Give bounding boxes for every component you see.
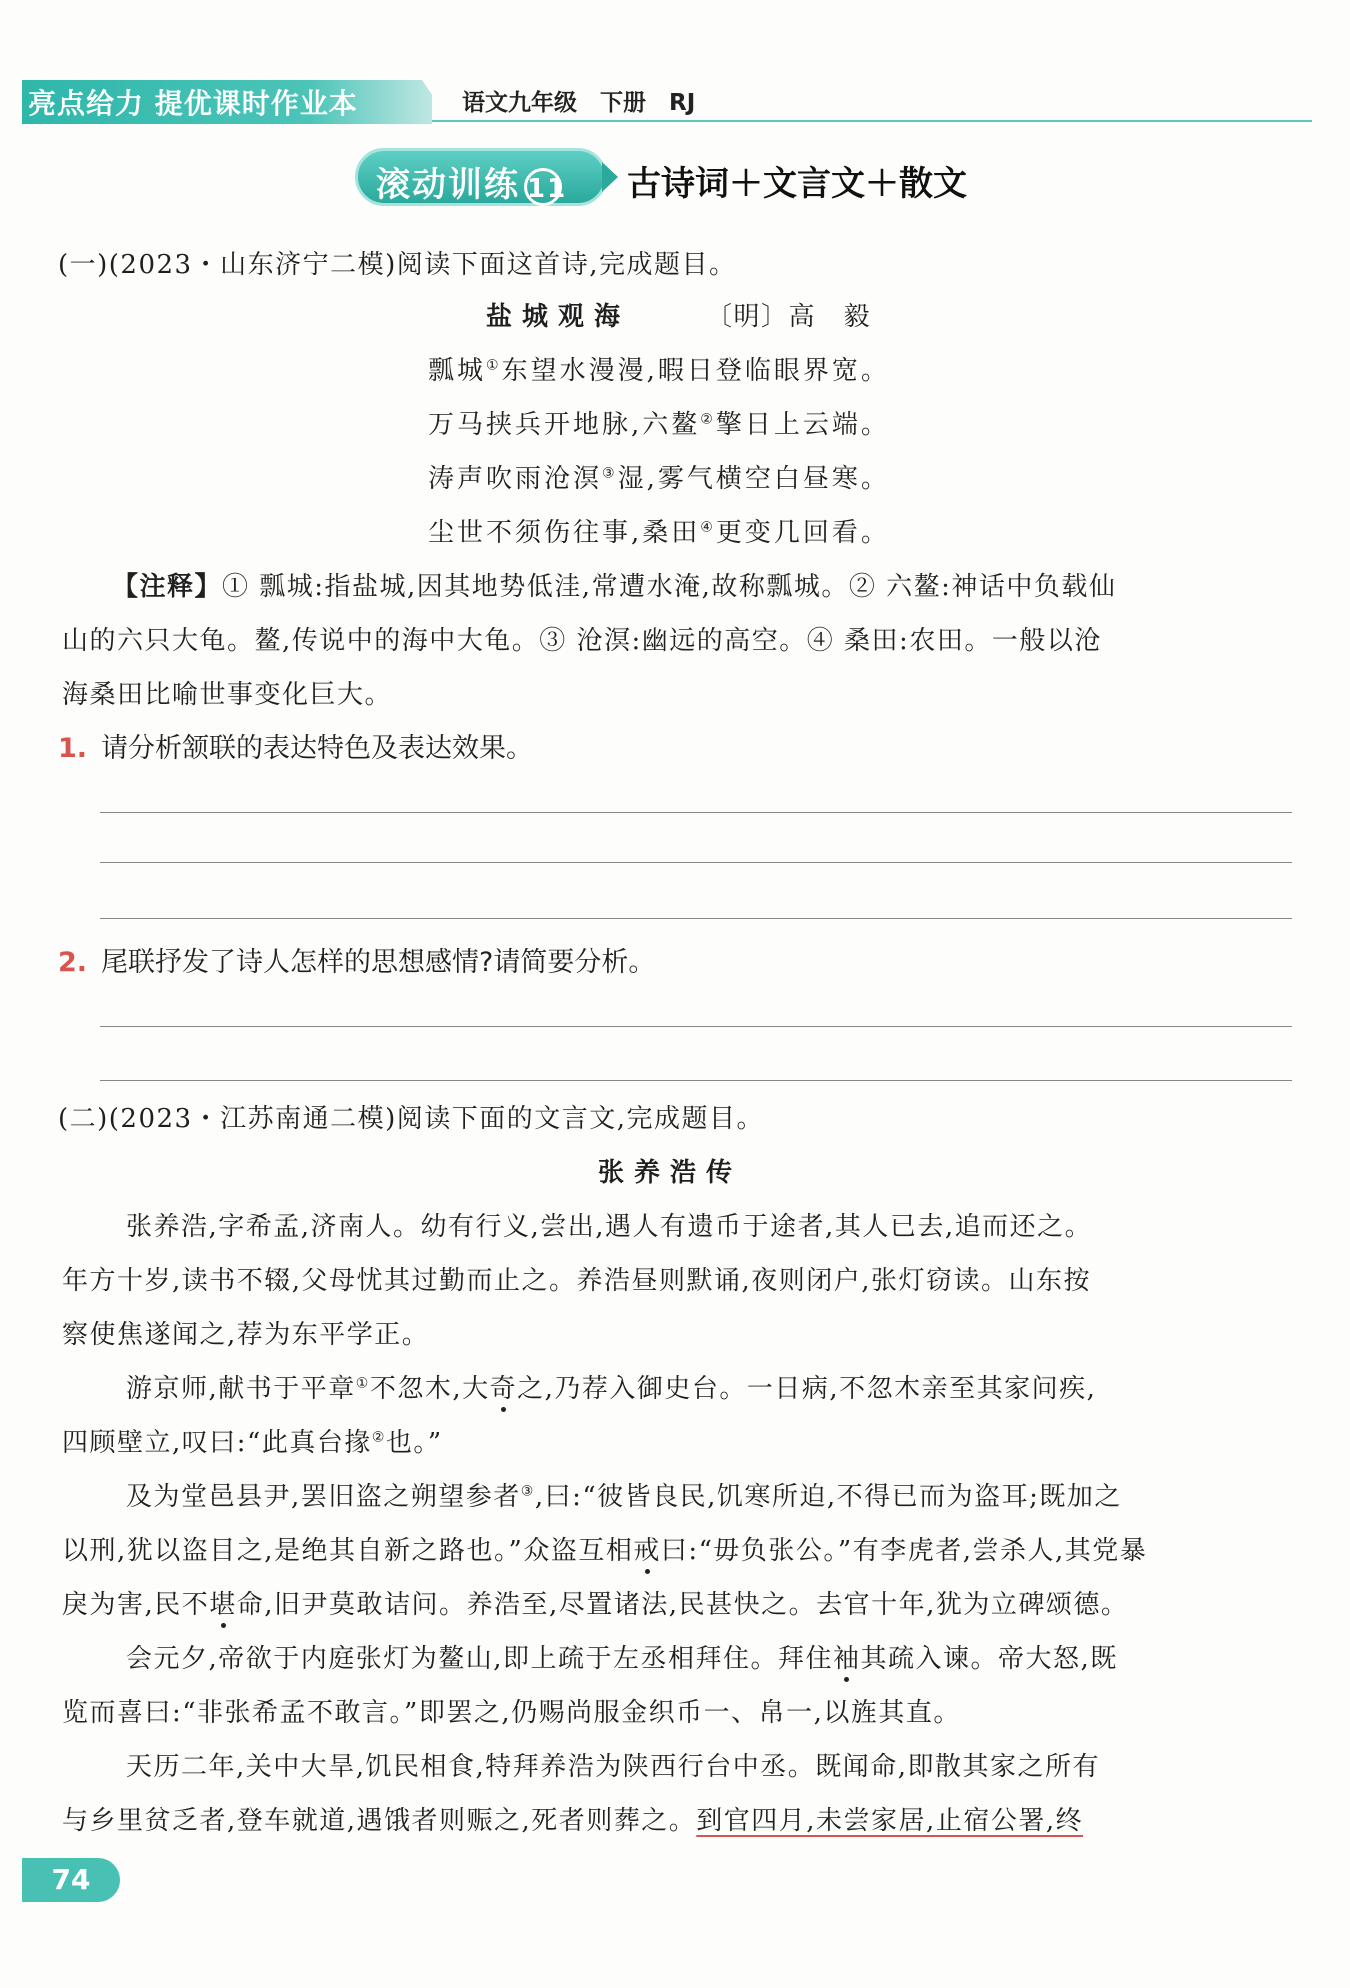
passage-line: 年方十岁,读书不辍,父母忧其过勤而止之。养浩昼则默诵,夜则闭户,张灯窃读。山东按 <box>62 1266 1092 1296</box>
notes-line: 山的六只大龟。鳌,传说中的海中大龟。③ 沧溟:幽远的高空。④ 桑田:农田。一般以沧 <box>62 626 1102 656</box>
passage-line: 天历二年,关中大旱,饥民相食,特拜养浩为陕西行台中丞。既闻命,即散其家之所有 <box>126 1752 1101 1782</box>
poem-title: 盐城观海 <box>486 302 631 332</box>
passage-title: 张养浩传 <box>598 1158 743 1188</box>
passage-line: 会元夕,帝欲于内庭张灯为鳌山,即上疏于左丞相拜住。拜住袖其疏入谏。帝大怒,既 <box>126 1644 1118 1674</box>
poem-line: 涛声吹雨沧溟③湿,雾气横空白昼寒。 <box>428 464 890 494</box>
passage-line: 以刑,犹以盗目之,是绝其自新之路也。”众盗互相戒曰:“毋负张公。”有李虎者,尝杀人,其党暴 <box>62 1536 1148 1566</box>
emphasis-char: 戒 <box>633 1536 661 1566</box>
poem-line: 瓢城①东望水漫漫,暇日登临眼界宽。 <box>428 356 890 386</box>
answer-line[interactable] <box>100 918 1292 919</box>
passage-line: 四顾壁立,叹曰:“此真台掾②也。” <box>62 1428 443 1458</box>
question-text: 请分析颔联的表达特色及表达效果。 <box>101 733 534 764</box>
header-divider <box>432 120 1312 122</box>
emphasis-char: 袖 <box>833 1644 861 1674</box>
title-subtitle: 古诗词＋文言文＋散文 <box>627 164 967 204</box>
passage-line: 及为堂邑县尹,罢旧盗之朔望参者③,曰:“彼皆良民,饥寒所迫,不得已而为盗耳;既加之 <box>126 1482 1122 1512</box>
question-number: 1. <box>58 733 88 764</box>
notes-line: 海桑田比喻世事变化巨大。 <box>62 680 393 710</box>
poem-line: 万马挟兵开地脉,六鳌②擎日上云端。 <box>428 410 890 440</box>
question-number: 2. <box>58 947 88 978</box>
emphasis-char: 奇 <box>489 1374 518 1404</box>
poem-author: 〔明〕高 毅 <box>706 302 872 332</box>
title-badge-label: 滚动训练 <box>376 165 520 205</box>
page-number: 74 <box>22 1858 120 1902</box>
passage-line: 游京师,献书于平章①不忽木,大奇之,乃荐入御史台。一日病,不忽木亲至其家问疾, <box>126 1374 1097 1404</box>
header-brand: 亮点给力 提优课时作业本 <box>28 87 358 120</box>
title-badge <box>355 148 607 206</box>
section2-intro: (二)(2023・江苏南通二模)阅读下面的文言文,完成题目。 <box>58 1104 765 1134</box>
answer-line[interactable] <box>100 1026 1292 1027</box>
notes-line: 【注释】① 瓢城:指盐城,因其地势低洼,常遭水淹,故称瓢城。② 六鳌:神话中负载仙 <box>112 572 1117 602</box>
title-badge-number: 11 <box>524 168 562 206</box>
question-1 <box>58 726 533 765</box>
answer-line[interactable] <box>100 812 1292 813</box>
page-header <box>22 80 1312 124</box>
header-book-info: 语文九年级 下册 RJ <box>462 90 696 116</box>
underlined-sentence: 到官四月,未尝家居,止宿公署,终 <box>696 1806 1084 1836</box>
passage-line: 览而喜曰:“非张希孟不敢言。”即罢之,仍赐尚服金织币一、帛一,以旌其直。 <box>62 1698 961 1728</box>
section1-intro: (一)(2023・山东济宁二模)阅读下面这首诗,完成题目。 <box>58 250 737 280</box>
poem-line: 尘世不须伤往事,桑田④更变几回看。 <box>428 518 890 548</box>
answer-line[interactable] <box>100 862 1292 863</box>
passage-line: 与乡里贫乏者,登车就道,遇饿者则赈之,死者则葬之。到官四月,未尝家居,止宿公署,终 <box>62 1806 1084 1836</box>
answer-line[interactable] <box>100 1080 1292 1081</box>
passage-line: 察使焦遂闻之,荐为东平学正。 <box>62 1320 430 1350</box>
title-arrow-icon <box>602 162 618 192</box>
passage-line: 张养浩,字希孟,济南人。幼有行义,尝出,遇人有遗币于途者,其人已去,追而还之。 <box>126 1212 1093 1242</box>
question-2 <box>58 940 655 979</box>
question-text: 尾联抒发了诗人怎样的思想感情?请简要分析。 <box>101 947 656 978</box>
emphasis-char: 堪 <box>209 1590 237 1620</box>
notes-heading: 【注释】 <box>112 572 223 602</box>
passage-line: 戾为害,民不堪命,旧尹莫敢诘问。养浩至,尽置诸法,民甚快之。去官十年,犹为立碑颂德。 <box>62 1590 1129 1620</box>
